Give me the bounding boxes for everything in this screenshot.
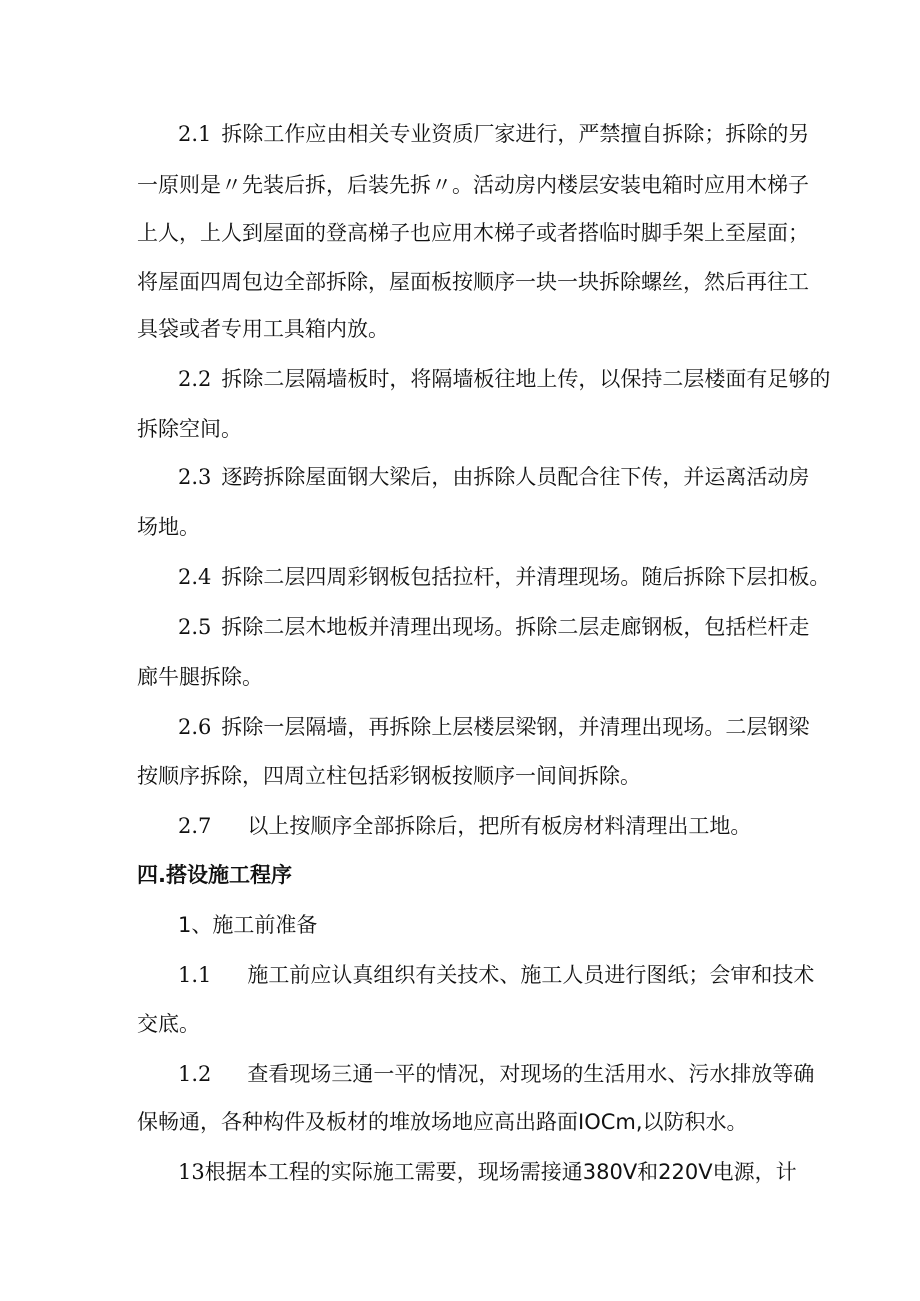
clause-number: 2.3: [178, 465, 212, 489]
paragraph-1-2-line-1: [178, 1061, 814, 1087]
clause-text: 按顺序拆除，四周立柱包括彩钢板按顺序一间间拆除。: [137, 764, 641, 788]
clause-text: 施工前应认真组织有关技术、施工人员进行图纸；会审和技术: [247, 963, 815, 987]
paragraph-1-3-line-1: [178, 1159, 797, 1185]
clause-number: 2.7: [178, 814, 212, 838]
clause-text: 一原则是〃先装后拆，后装先拆〃。活动房内楼层安装电箱时应用木梯子: [137, 173, 809, 197]
clause-text: 逐跨拆除屋面钢大梁后，由拆除人员配合往下传，并运离活动房: [221, 465, 810, 489]
paragraph-2-1-line-4: [137, 269, 809, 295]
paragraph-2-3-line-1: [178, 464, 809, 490]
clause-text: 将屋面四周包边全部拆除，屋面板按顺序一块一块拆除螺丝，然后再往工: [137, 270, 809, 294]
clause-text: 拆除二层四周彩钢板包括拉杆，并清理现场。随后拆除下层扣板。: [221, 565, 831, 589]
paragraph-2-4-line-1: [178, 564, 830, 590]
clause-text: 拆除二层隔墙板时，将隔墙板往地上传，以保持二层楼面有足够的: [221, 367, 831, 391]
subsection-heading: 1、施工前准备: [178, 913, 318, 937]
clause-text: 拆除二层木地板并清理出现场。拆除二层走廊钢板，包括栏杆走: [221, 615, 810, 639]
paragraph-2-7-line-1: [178, 813, 751, 839]
clause-text: 上人，上人到屋面的登高梯子也应用木梯子或者搭临时脚手架上至屋面；: [137, 221, 809, 245]
clause-text: 拆除空间。: [137, 417, 242, 441]
clause-text: 拆除工作应由相关专业资质厂家进行，严禁擅自拆除；拆除的另: [221, 122, 810, 146]
clause-text: 保畅通，各种构件及板材的堆放场地应高出路面IOCm,以防积水。: [137, 1110, 748, 1134]
clause-number: 1.2: [178, 1062, 212, 1086]
paragraph-1-2-line-2: [137, 1109, 748, 1135]
clause-text: 具袋或者专用工具箱内放。: [137, 317, 389, 341]
section-heading: 四.搭设施工程序: [137, 863, 292, 887]
clause-number: 2.4: [178, 565, 212, 589]
paragraph-2-6-line-2: [137, 763, 641, 789]
paragraph-2-5-line-1: [178, 614, 809, 640]
clause-number: 2.2: [178, 367, 212, 391]
paragraph-1-1-line-2: [137, 1011, 200, 1037]
clause-number: 2.5: [178, 615, 212, 639]
paragraph-2-3-line-2: [137, 514, 200, 540]
clause-text: 场地。: [137, 515, 200, 539]
clause-text: 以上按顺序全部拆除后，把所有板房材料清理出工地。: [247, 814, 752, 838]
paragraph-2-1-line-2: [137, 172, 809, 198]
clause-number: 1.1: [178, 963, 212, 987]
paragraph-1-1-line-1: [178, 962, 814, 988]
paragraph-2-6-line-1: [178, 714, 809, 740]
paragraph-2-2-line-1: [178, 366, 830, 392]
clause-number: 2.6: [178, 715, 212, 739]
paragraph-2-1-line-1: [178, 121, 809, 147]
clause-number: 13: [178, 1160, 205, 1184]
clause-text: 查看现场三通一平的情况，对现场的生活用水、污水排放等确: [247, 1062, 815, 1086]
paragraph-2-2-line-2: [137, 416, 242, 442]
clause-text: 廊牛腿拆除。: [137, 665, 263, 689]
paragraph-2-5-line-2: [137, 664, 263, 690]
clause-text: 交底。: [137, 1012, 200, 1036]
paragraph-2-1-line-5: [137, 316, 389, 342]
clause-number: 2.1: [178, 122, 212, 146]
clause-text: 拆除一层隔墙，再拆除上层楼层梁钢，并清理出现场。二层钢梁: [221, 715, 810, 739]
clause-text: 根据本工程的实际施工需要，现场需接通380V和220V电源，计: [204, 1160, 797, 1184]
paragraph-2-1-line-3: [137, 220, 809, 246]
